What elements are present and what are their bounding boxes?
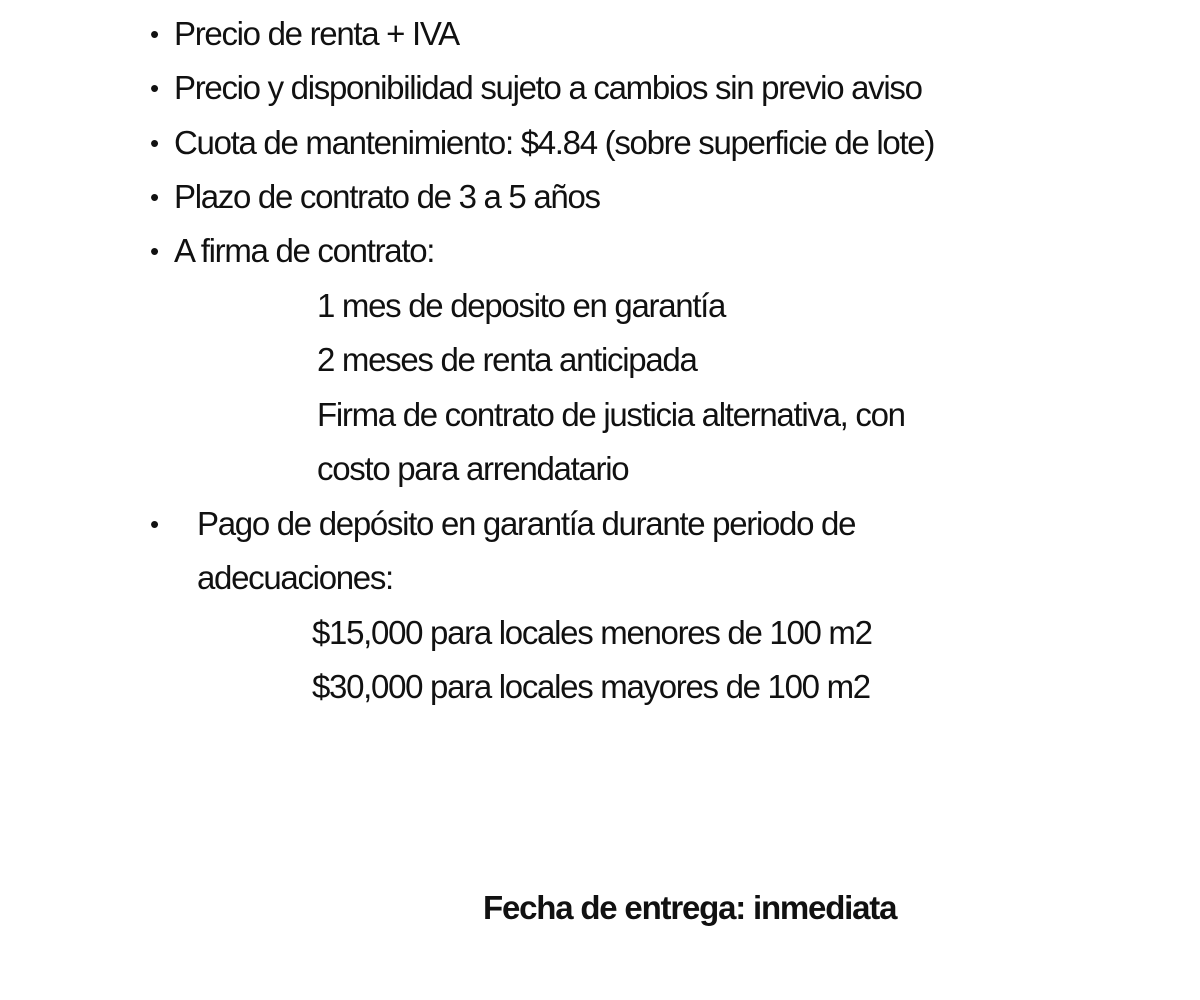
bullet-rent-price: Precio de renta + IVA bbox=[174, 15, 459, 52]
bullet-marker: • bbox=[150, 128, 160, 158]
bullet-price-availability: Precio y disponibilidad sujeto a cambios sin previo aviso bbox=[174, 69, 922, 106]
bullet-marker: • bbox=[150, 182, 160, 212]
bullet-deposit-adaptations: Pago de depósito en garantía durante periodo de bbox=[197, 505, 856, 542]
delivery-date: Fecha de entrega: inmediata bbox=[483, 889, 897, 926]
contract-item-advance-rent: 2 meses de renta anticipada bbox=[317, 341, 697, 378]
contract-item-alternative-justice: Firma de contrato de justicia alternativa, con bbox=[317, 396, 905, 433]
bullet-contract-term: Plazo de contrato de 3 a 5 años bbox=[174, 178, 600, 215]
deposit-amount-small: $15,000 para locales menores de 100 m2 bbox=[312, 614, 872, 651]
bullet-marker: • bbox=[150, 509, 160, 539]
bullet-contract-signing: A firma de contrato: bbox=[174, 232, 435, 269]
contract-item-tenant-cost: costo para arrendatario bbox=[317, 450, 629, 487]
contract-item-deposit: 1 mes de deposito en garantía bbox=[317, 287, 726, 324]
bullet-marker: • bbox=[150, 236, 160, 266]
bullet-marker: • bbox=[150, 73, 160, 103]
bullet-deposit-adaptations-cont: adecuaciones: bbox=[197, 559, 393, 596]
bullet-maintenance-fee: Cuota de mantenimiento: $4.84 (sobre superficie de lote) bbox=[174, 124, 935, 161]
deposit-amount-large: $30,000 para locales mayores de 100 m2 bbox=[312, 668, 870, 705]
bullet-marker: • bbox=[150, 19, 160, 49]
